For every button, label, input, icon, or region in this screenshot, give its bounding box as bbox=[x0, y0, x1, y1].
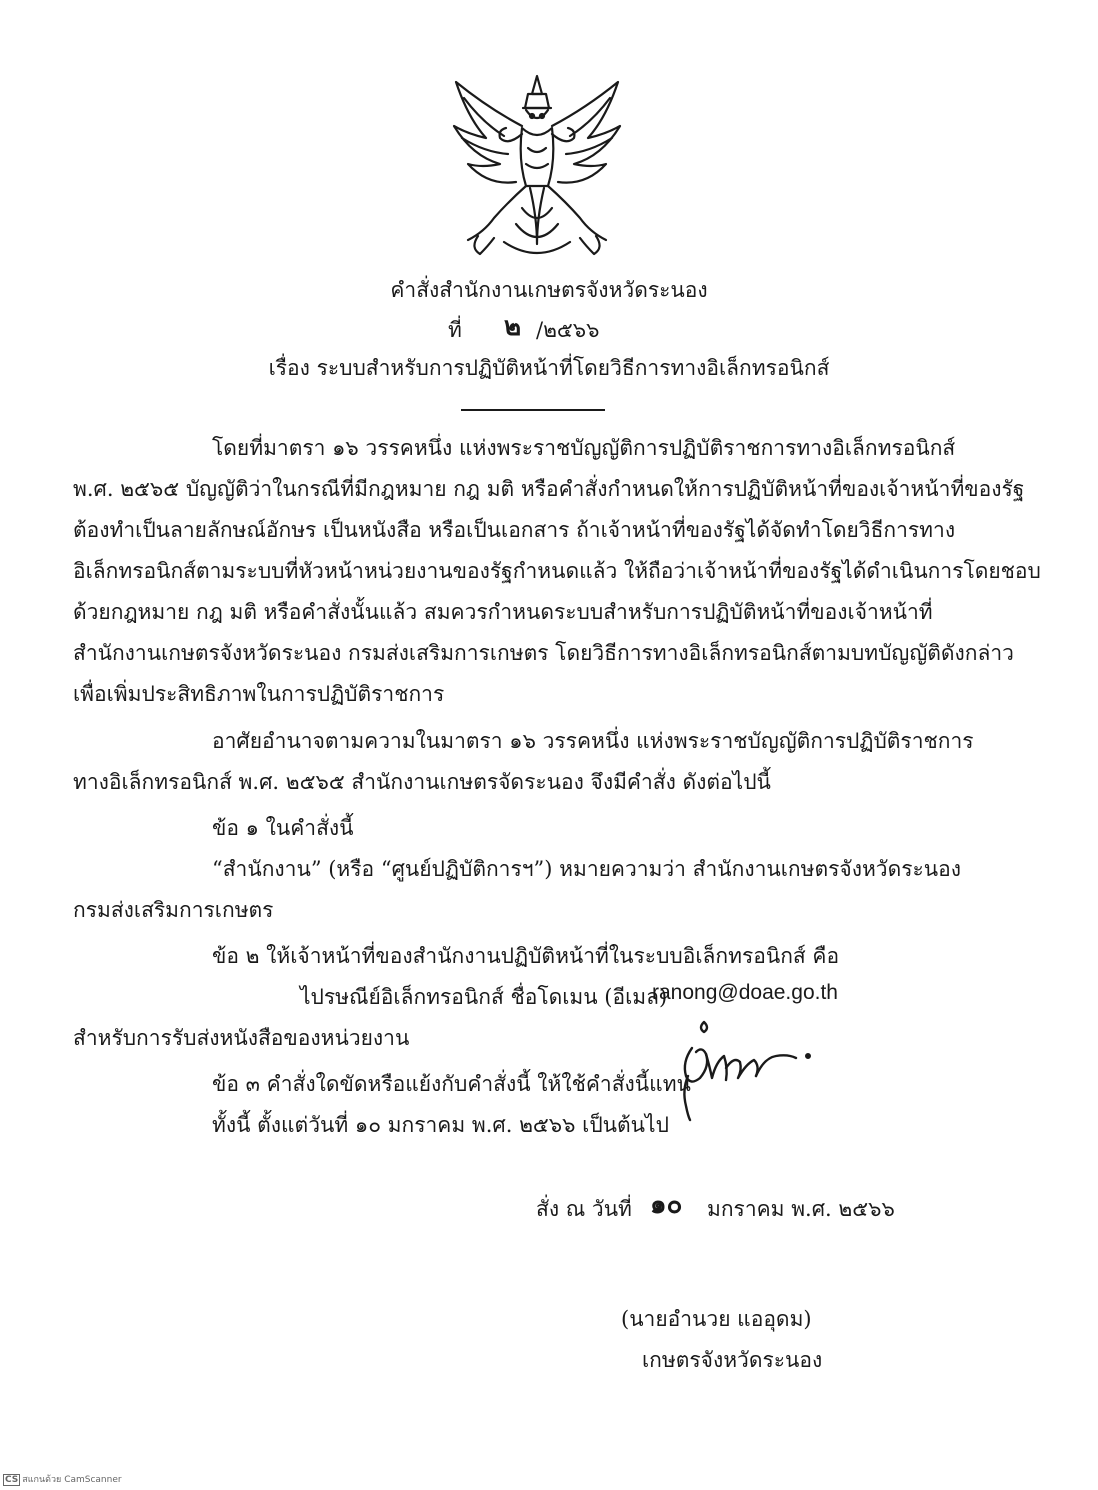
paragraph2-line: อาศัยอำนาจตามความในมาตรา ๑๖ วรรคหนึ่ง แห่งพระราชบัญญัติการปฏิบัติราชการ bbox=[212, 729, 974, 753]
clause3-text: ข้อ ๓ คำสั่งใดขัดหรือแย้งกับคำสั่งนี้ ให้ใช้คำสั่งนี้แทน bbox=[212, 1072, 691, 1096]
signatory-position: เกษตรจังหวัดระนอง bbox=[642, 1348, 823, 1372]
paragraph1-line: เพื่อเพิ่มประสิทธิภาพในการปฏิบัติราชการ bbox=[73, 682, 445, 706]
order-number-year: /๒๕๖๖ bbox=[536, 318, 600, 342]
paragraph2-line: ทางอิเล็กทรอนิกส์ พ.ศ. ๒๕๖๕ สำนักงานเกษตรจัดระนอง จึงมีคำสั่ง ดังต่อไปนี้ bbox=[73, 770, 771, 794]
email-address: ranong@doae.go.th bbox=[652, 981, 838, 1004]
camscanner-text: สแกนด้วย CamScanner bbox=[22, 1475, 122, 1485]
handwritten-signature bbox=[676, 1018, 828, 1123]
garuda-emblem-icon bbox=[438, 68, 636, 268]
paragraph1-line: สำนักงานเกษตรจังหวัดระนอง กรมส่งเสริมการเกษตร โดยวิธีการทางอิเล็กทรอนิกส์ตามบทบัญญัติดังกล่าว bbox=[73, 641, 1014, 665]
document-title: คำสั่งสำนักงานเกษตรจังหวัดระนอง bbox=[390, 278, 708, 302]
paragraph1-line: โดยที่มาตรา ๑๖ วรรคหนึ่ง แห่งพระราชบัญญัติการปฏิบัติราชการทางอิเล็กทรอนิกส์ bbox=[212, 436, 956, 460]
camscanner-watermark bbox=[3, 1472, 122, 1486]
clause2-text: ข้อ ๒ ให้เจ้าหน้าที่ของสำนักงานปฏิบัติหน้าที่ในระบบอิเล็กทรอนิกส์ คือ bbox=[212, 944, 840, 968]
paragraph1-line: อิเล็กทรอนิกส์ตามระบบที่หัวหน้าหน่วยงานของรัฐกำหนดแล้ว ให้ถือว่าเจ้าหน้าที่ของรัฐได้ดำเนินการโดยชอบ bbox=[73, 559, 1041, 583]
header-divider bbox=[461, 409, 605, 411]
clause2-purpose: สำหรับการรับส่งหนังสือของหน่วยงาน bbox=[73, 1026, 410, 1050]
clause1-definition-cont: กรมส่งเสริมการเกษตร bbox=[73, 898, 274, 922]
order-number-label: ที่ bbox=[448, 318, 462, 342]
document-subject: เรื่อง ระบบสำหรับการปฏิบัติหน้าที่โดยวิธีการทางอิเล็กทรอนิกส์ bbox=[268, 356, 830, 380]
clause2-email-label: ไปรษณีย์อิเล็กทรอนิกส์ ชื่อโดเมน (อีเมล) bbox=[300, 985, 668, 1009]
signatory-name: (นายอำนวย แออุดม) bbox=[621, 1307, 812, 1331]
paragraph1-line: พ.ศ. ๒๕๖๕ บัญญัติว่าในกรณีที่มีกฎหมาย กฎ มติ หรือคำสั่งกำหนดให้การปฏิบัติหน้าที่ของเจ้าหน้าที่ของรัฐ bbox=[73, 477, 1025, 501]
paragraph1-line: ด้วยกฎหมาย กฎ มติ หรือคำสั่งนั้นแล้ว สมควรกำหนดระบบสำหรับการปฏิบัติหน้าที่ของเจ้าหน้าที่ bbox=[73, 600, 933, 624]
camscanner-logo-icon: CS bbox=[5, 1475, 19, 1485]
order-number-handwritten: ๒ bbox=[504, 312, 522, 342]
order-date-month-year: มกราคม พ.ศ. ๒๕๖๖ bbox=[707, 1197, 895, 1221]
order-date-label: สั่ง ณ วันที่ bbox=[536, 1197, 632, 1221]
effective-date: ทั้งนี้ ตั้งแต่วันที่ ๑๐ มกราคม พ.ศ. ๒๕๖๖ เป็นต้นไป bbox=[212, 1113, 669, 1137]
paragraph1-line: ต้องทำเป็นลายลักษณ์อักษร เป็นหนังสือ หรือเป็นเอกสาร ถ้าเจ้าหน้าที่ของรัฐได้จัดทำโดยวิธีการทาง bbox=[73, 518, 956, 542]
clause1-definition: “สำนักงาน” (หรือ “ศูนย์ปฏิบัติการฯ”) หมายความว่า สำนักงานเกษตรจังหวัดระนอง bbox=[212, 857, 961, 881]
clause1-title: ข้อ ๑ ในคำสั่งนี้ bbox=[212, 816, 354, 840]
order-date-day-handwritten: ๑๐ bbox=[650, 1190, 683, 1220]
